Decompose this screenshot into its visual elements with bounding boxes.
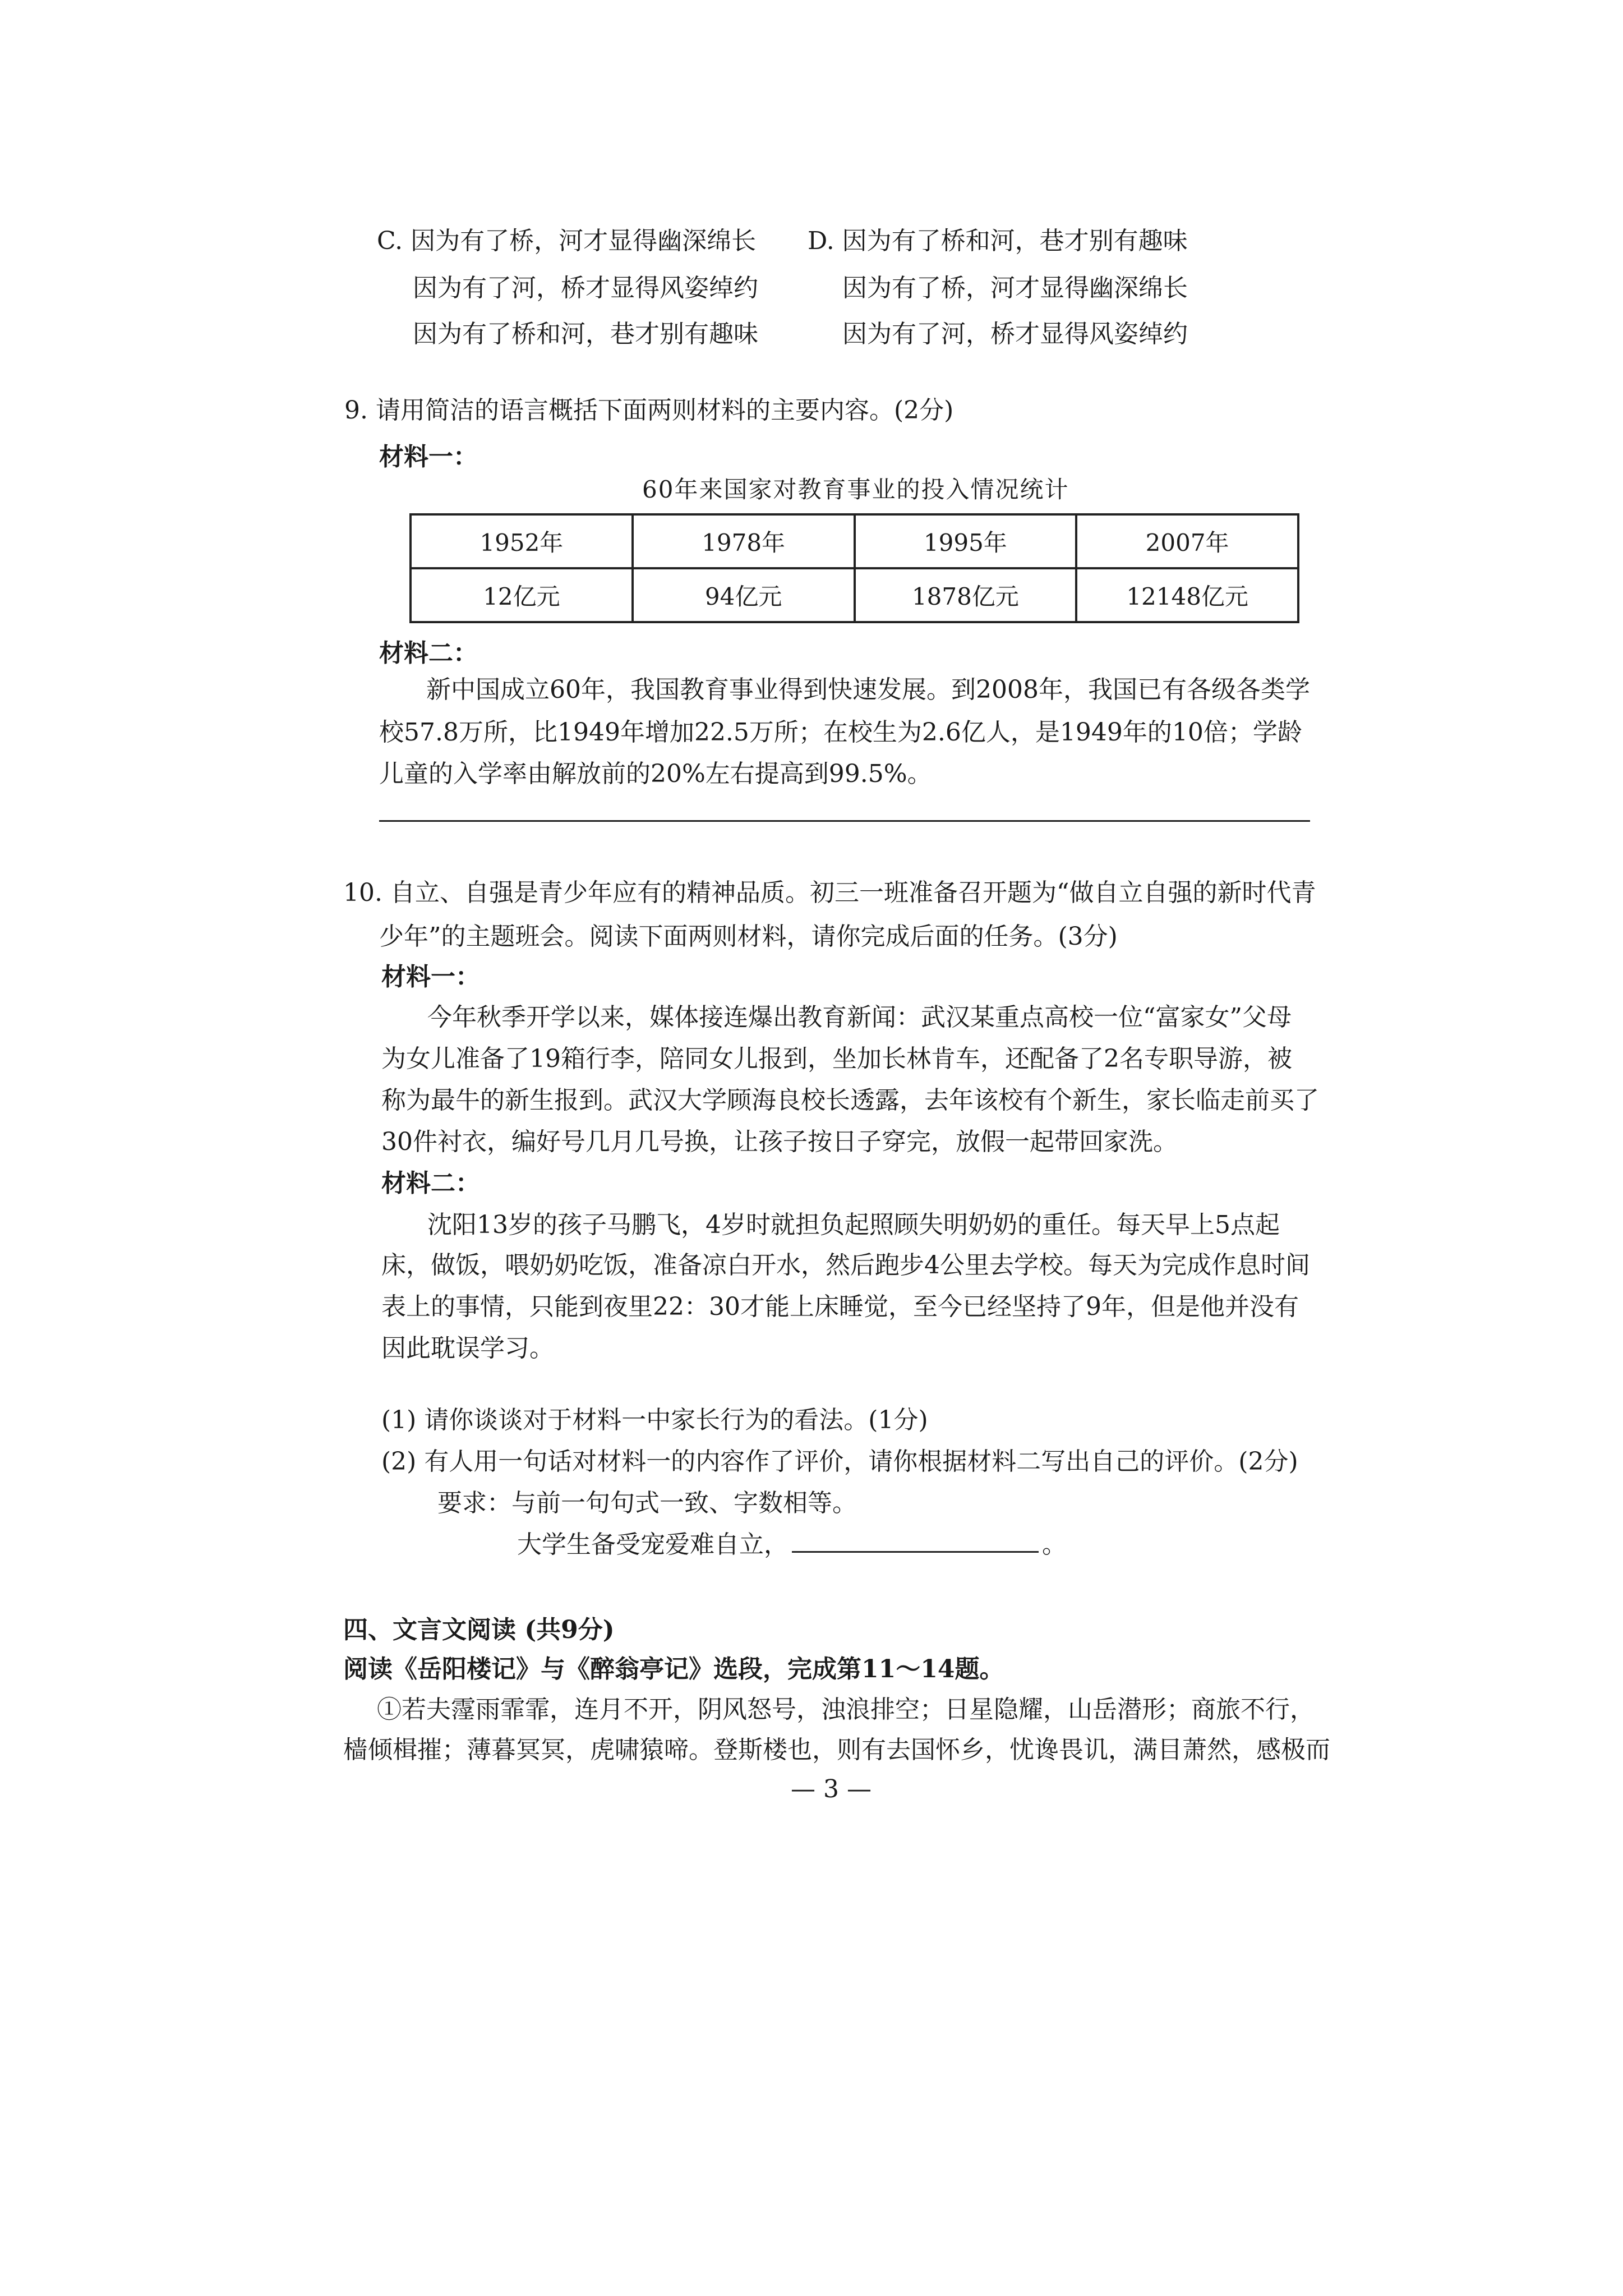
- q10-material-2-label: 材料二：: [381, 1169, 480, 1198]
- section-4-heading: 四、文言文阅读 (共9分): [343, 1616, 615, 1644]
- table-header-cell: 1995年: [855, 514, 1077, 568]
- q10-sentence-end: 。: [1042, 1530, 1067, 1559]
- option-c-line-1: C. 因为有了桥，河才显得幽深绵长: [377, 227, 757, 255]
- q10-material-1-line-1: 今年秋季开学以来，媒体接连爆出教育新闻：武汉某重点高校一位“富家女”父母: [427, 1003, 1292, 1032]
- table-value-cell: 12148亿元: [1076, 568, 1298, 622]
- table-value-row: [411, 568, 1298, 622]
- table-header-cell: 2007年: [1076, 514, 1298, 568]
- question-9: 9. 请用简洁的语言概括下面两则材料的主要内容。(2分): [344, 396, 954, 425]
- q10-material-1-line-4: 30件衬衣，编好号几月几号换，让孩子按日子穿完，放假一起带回家洗。: [381, 1128, 1178, 1156]
- q9-material-2-line-2: 校57.8万所，比1949年增加22.5万所；在校生为2.6亿人，是1949年的10倍；学龄: [379, 718, 1302, 747]
- table-value-cell: 12亿元: [411, 568, 633, 622]
- q9-material-2-line-3: 儿童的入学率由解放前的20%左右提高到99.5%。: [379, 760, 932, 788]
- q10-requirement: 要求：与前一句句式一致、字数相等。: [437, 1489, 857, 1517]
- option-c-line-2: 因为有了河，桥才显得风姿绰约: [413, 274, 758, 302]
- passage-line-1: ①若夫霪雨霏霏，连月不开，阴风怒号，浊浪排空；日星隐耀，山岳潜形；商旅不行，: [377, 1695, 1315, 1724]
- table-header-cell: 1978年: [633, 514, 855, 568]
- question-10-line-2: 少年”的主题班会。阅读下面两则材料，请你完成后面的任务。(3分): [379, 922, 1118, 951]
- table-value-cell: 1878亿元: [855, 568, 1077, 622]
- q10-answer-blank[interactable]: [792, 1534, 1039, 1553]
- page-number: — 3 —: [791, 1775, 872, 1803]
- table-title: 60年来国家对教育事业的投入情况统计: [642, 476, 1069, 503]
- q9-material-1-label: 材料一：: [379, 443, 478, 471]
- q10-subquestion-2: (2) 有人用一句话对材料一的内容作了评价，请你根据材料二写出自己的评价。(2分): [381, 1447, 1298, 1476]
- q10-material-2-line-4: 因此耽误学习。: [381, 1334, 554, 1363]
- option-d-line-2: 因为有了桥，河才显得幽深绵长: [842, 274, 1188, 302]
- section-4-instruction: 阅读《岳阳楼记》与《醉翁亭记》选段，完成第11～14题。: [343, 1655, 1004, 1683]
- option-d-line-3: 因为有了河，桥才显得风姿绰约: [842, 320, 1188, 348]
- q10-material-1-label: 材料一：: [381, 963, 480, 991]
- table-value-cell: 94亿元: [633, 568, 855, 622]
- q10-fill-sentence: [517, 1528, 1067, 1562]
- q10-material-2-line-3: 表上的事情，只能到夜里22：30才能上床睡觉，至今已经坚持了9年，但是他并没有: [381, 1292, 1299, 1321]
- q10-material-1-line-3: 称为最牛的新生报到。武汉大学顾海良校长透露，去年该校有个新生，家长临走前买了: [381, 1086, 1319, 1115]
- q9-answer-line[interactable]: [379, 820, 1310, 822]
- q10-material-1-line-2: 为女儿准备了19箱行李，陪同女儿报到，坐加长林肯车，还配备了2名专职导游，被: [381, 1045, 1292, 1073]
- passage-line-2: 樯倾楫摧；薄暮冥冥，虎啸猿啼。登斯楼也，则有去国怀乡，忧谗畏讥，满目萧然，感极而: [343, 1736, 1330, 1764]
- question-10-line-1: 10. 自立、自强是青少年应有的精神品质。初三一班准备召开题为“做自立自强的新时代青: [343, 878, 1316, 907]
- option-d-line-1: D. 因为有了桥和河，巷才别有趣味: [808, 227, 1188, 255]
- q9-material-2-line-1: 新中国成立60年，我国教育事业得到快速发展。到2008年，我国已有各级各类学: [426, 675, 1310, 704]
- table-header-cell: 1952年: [411, 514, 633, 568]
- q10-subquestion-1: (1) 请你谈谈对于材料一中家长行为的看法。(1分): [381, 1406, 928, 1434]
- education-investment-table: [409, 513, 1299, 623]
- q10-sentence-start: 大学生备受宠爱难自立，: [517, 1530, 789, 1559]
- q10-material-2-line-2: 床，做饭，喂奶奶吃饭，准备凉白开水，然后跑步4公里去学校。每天为完成作息时间: [381, 1251, 1310, 1280]
- q9-material-2-label: 材料二：: [379, 639, 478, 668]
- q10-material-2-line-1: 沈阳13岁的孩子马鹏飞，4岁时就担负起照顾失明奶奶的重任。每天早上5点起: [427, 1211, 1280, 1239]
- option-c-line-3: 因为有了桥和河，巷才别有趣味: [413, 320, 758, 348]
- table-header-row: [411, 514, 1298, 568]
